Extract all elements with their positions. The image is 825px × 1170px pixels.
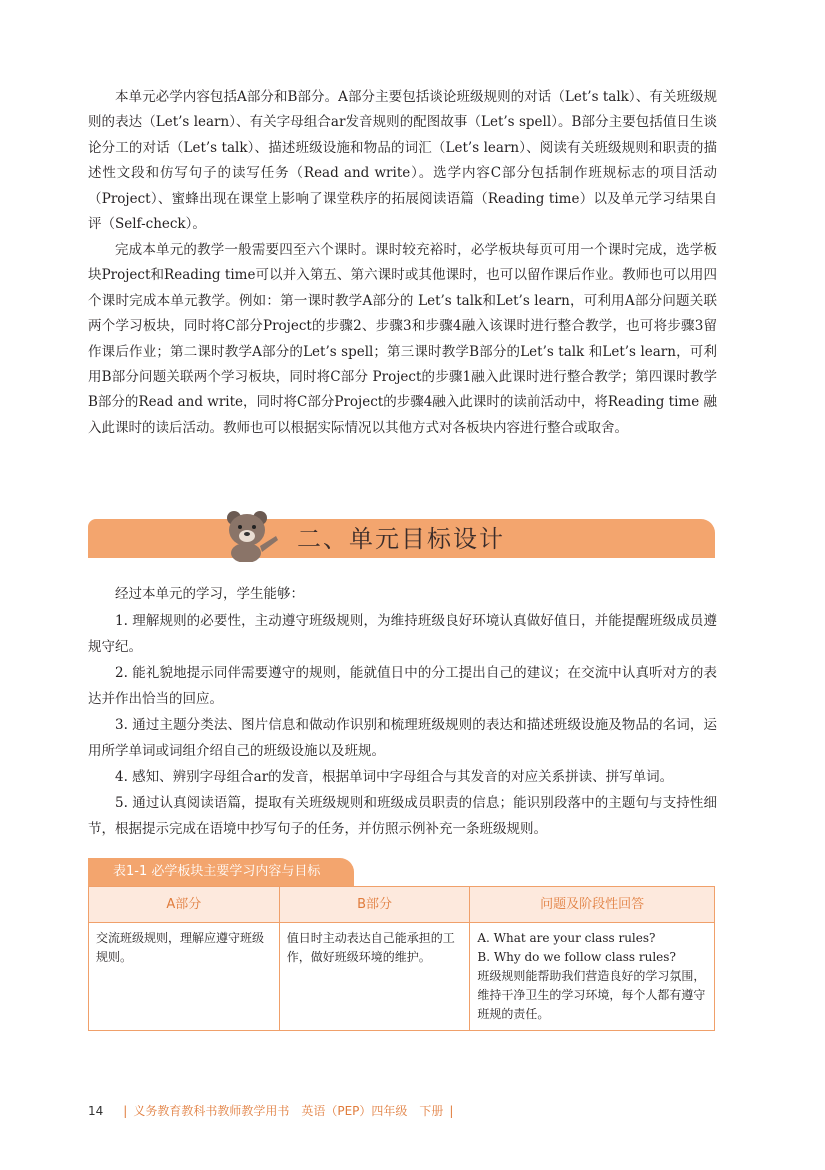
table-row bbox=[89, 923, 715, 1031]
page-number: 14 bbox=[88, 1104, 104, 1118]
goal-item-2: 2. 能礼貌地提示同伴需要遵守的规则，能就值日中的分工提出自己的建议；在交流中认真听对方的表达并作出恰当的回应。 bbox=[88, 665, 717, 707]
intro-paragraph-1: 本单元必学内容包括A部分和B部分。A部分主要包括谈论班级规则的对话（Let’s talk）、有关班级规则的表达（Let’s learn）、有关字母组合ar发音规则的配图故事（Let’s spell）。B部分主要包括值日生谈论分工的对话（Let’s talk）、描述班级设施和物品的词汇（Let’s learn）、阅读有关班级规则和职责的描述性文段和仿写句子的读写任务（Read and write）。选学内容C部分包括制作班规标志的项目活动（Project）、蜜蜂出现在课堂上影响了课堂秩序的拓展阅读语篇（Reading time）以及单元学习结果自评（Self-check）。 bbox=[88, 89, 717, 233]
section-title: 二、单元目标设计 bbox=[297, 525, 505, 553]
goals-table bbox=[88, 886, 715, 1031]
header-part-b: B部分 bbox=[279, 887, 470, 923]
answer-text: 班级规则能帮助我们营造良好的学习氛围，维持干净卫生的学习环境，每个人都有遵守班规的责任。 bbox=[477, 969, 706, 1021]
goal-item-5: 5. 通过认真阅读语篇，提取有关班级规则和班级成员职责的信息；能识别段落中的主题句与支持性细节，根据提示完成在语境中抄写句子的任务，并仿照示例补充一条班级规则。 bbox=[88, 795, 717, 837]
goal-item-1: 1. 理解规则的必要性，主动遵守班级规则，为维持班级良好环境认真做好值日，并能提醒班级成员遵规守纪。 bbox=[88, 613, 717, 655]
book-title: 义务教育教科书教师教学用书 英语（PEP）四年级 下册 bbox=[133, 1104, 444, 1118]
cell-part-a: 交流班级规则，理解应遵守班级规则。 bbox=[89, 923, 280, 1031]
table-header-row bbox=[89, 887, 715, 923]
cell-questions bbox=[470, 923, 715, 1031]
intro-paragraph-2: 完成本单元的教学一般需要四至六个课时。课时较充裕时，必学板块每页可用一个课时完成，选学板块Project和Reading time可以并入第五、第六课时或其他课时，也可以留作课后作业。教师也可以用四个课时完成本单元教学。例如：第一课时教学A部分的 Let’s talk和Let’s learn，可利用A部分问题关联两个学习板块，同时将C部分Project的步骤2、步骤3和步骤4融入该课时进行整合教学，也可将步骤3留作课后作业；第二课时教学A部分的Let’s spell；第三课时教学B部分的Let’s talk 和Let’s learn，可利用B部分问题关联两个学习板块，同时将C部分 Project的步骤1融入此课时进行整合教学；第四课时教学B部分的Read and write，同时将C部分Project的步骤4融入此课时的读前活动中，将Reading time 融入此课时的读后活动。教师也可以根据实际情况以其他方式对各板块内容进行整合或取舍。 bbox=[88, 242, 717, 436]
section-lead: 经过本单元的学习，学生能够： bbox=[115, 586, 304, 602]
header-part-a: A部分 bbox=[89, 887, 280, 923]
footer-divider-end: | bbox=[449, 1104, 454, 1118]
goal-item-3: 3. 通过主题分类法、图片信息和做动作识别和梳理班级规则的表达和描述班级设施及物品的名词，运用所学单词或词组介绍自己的班级设施以及班规。 bbox=[88, 717, 717, 759]
table-caption: 表1-1 必学板块主要学习内容与目标 bbox=[113, 864, 321, 879]
question-b: B. Why do we follow class rules? bbox=[477, 950, 676, 964]
question-a: A. What are your class rules? bbox=[477, 931, 656, 945]
cell-part-b: 值日时主动表达自己能承担的工作，做好班级环境的维护。 bbox=[279, 923, 470, 1031]
goal-item-4: 4. 感知、辨别字母组合ar的发音，根据单词中字母组合与其发音的对应关系拼读、拼写单词。 bbox=[115, 769, 674, 785]
footer-divider: | bbox=[123, 1104, 128, 1118]
bear-mascot-icon bbox=[220, 506, 282, 562]
page-footer bbox=[88, 1102, 459, 1120]
header-questions: 问题及阶段性回答 bbox=[470, 887, 715, 923]
